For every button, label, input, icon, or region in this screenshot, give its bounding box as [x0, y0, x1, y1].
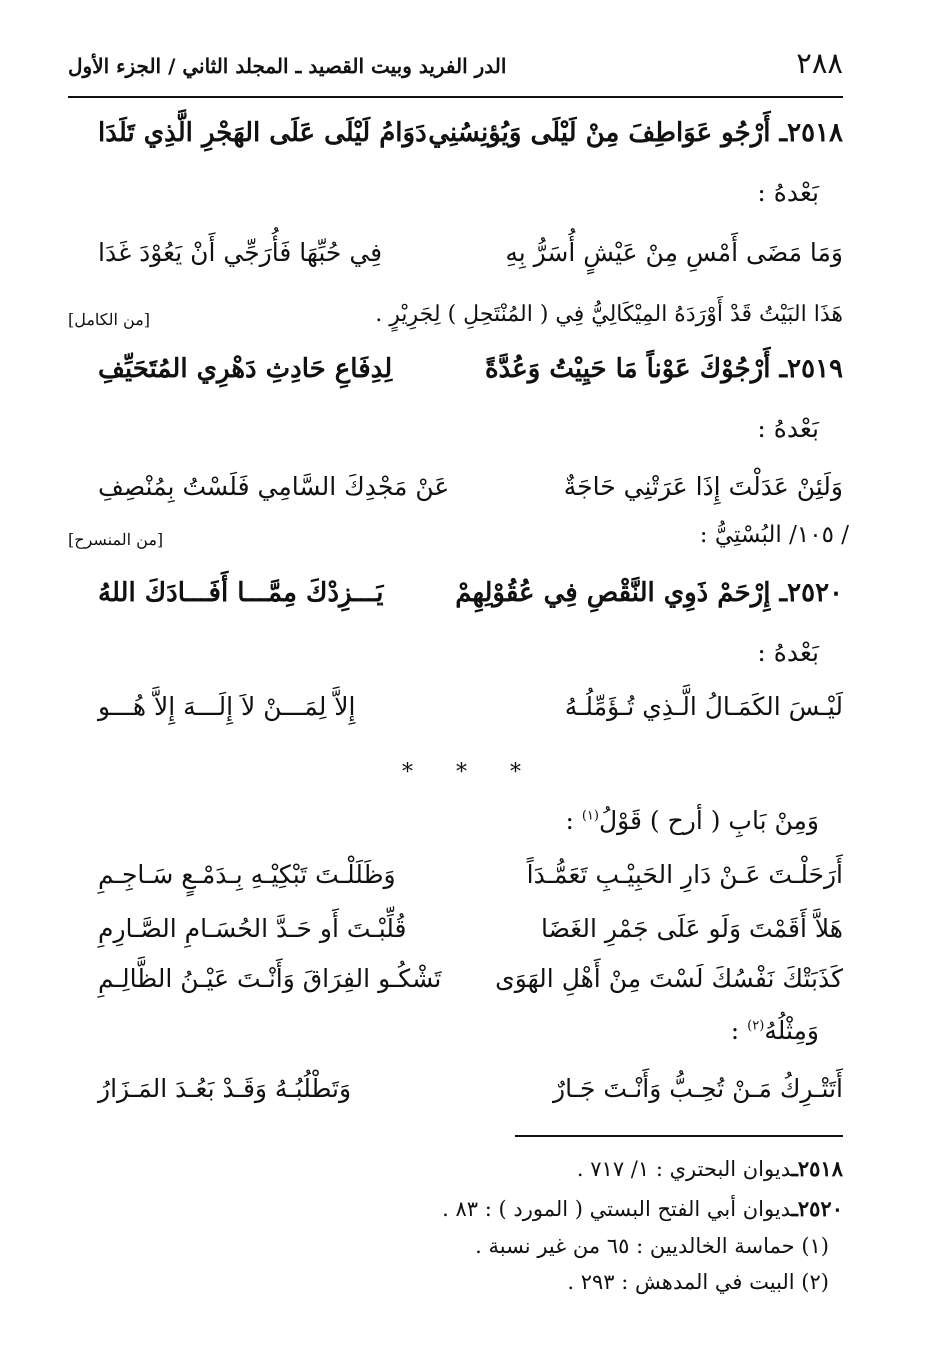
similar-intro: وَمِثْلُهُ$^{(٢)}$ :: [730, 1016, 819, 1045]
verse-second-hemistich: لِدِفَاعِ حَادِثِ دَهْرِي المُتَحَيِّفِ: [98, 354, 393, 384]
footnote-marker: (٢): [747, 1018, 765, 1034]
verse-number: ٢٥١٨ـ: [779, 118, 843, 148]
note-2518: هَذَا البَيْتُ قَدْ أَوْرَدَهُ المِيْكَالِيُّ فِي ( المُنْتَحِلِ ) لِجَرِيْرٍ .: [375, 302, 843, 327]
verse-first-hemistich: هَلاَّ أَقَمْتَ وَلَو عَلَى جَمْرِ الغَضَا: [541, 914, 843, 943]
page-number: ٢٨٨: [796, 46, 843, 80]
verse-first-hemistich: وَمَا مَضَى أَمْسِ مِنْ عَيْشٍ أُسَرُّ بِهِ: [505, 238, 843, 267]
running-title: الدر الفريد وبيت القصيد ـ المجلد الثاني / الجزء الأول: [68, 54, 507, 78]
verse-second-hemistich: قُلِّبْـتَ أَو حَـدَّ الحُسَـامِ الصَّـارِمِ: [98, 914, 407, 943]
footnote-2518: ٢٥١٨ـديوان البحتري : ١/ ٧١٧ .: [576, 1156, 843, 1181]
verse-first-hemistich: وَلَئِنْ عَدَلْتَ إِذَا عَرَتْنِي حَاجَةٌ: [563, 472, 843, 501]
page-header: [68, 42, 843, 86]
verse-second-hemistich: يَـــزِدْكَ مِمَّـــا أَفَـــادَكَ اللهُ: [98, 578, 384, 608]
verse-first-hemistich: لَيْـسَ الكَمَـالُ الَّـذِي تُـؤَمِّلُـهُ: [564, 692, 843, 721]
footnote-marker: (١): [581, 808, 599, 824]
verse-first-hemistich: أَرَحَلْـتَ عَـنْ دَارِ الحَبِيْـبِ تَعَمُّـدَاً: [526, 860, 843, 889]
section-separator: * * *: [402, 760, 539, 785]
verse-first-hemistich: أَتَتْـرِكُ مَـنْ تُحِـبُّ وَأَنْـتَ جَـارٌ: [553, 1074, 843, 1103]
after-label: بَعْدهُ :: [757, 414, 819, 443]
verse-second-hemistich: تَشْكُـو الفِرَاقَ وَأَنْـتَ عَيْـنُ الظَّالِـمِ: [98, 964, 442, 993]
footnote-2520: ٢٥٢٠ـديوان أبي الفتح البستي ( المورد ) : ٨٣ .: [442, 1196, 843, 1221]
verse-first-hemistich: ٢٥١٩ـ أَرْجُوْكَ عَوْناً مَا حَيِيْتُ وَعُدَّةً: [484, 354, 843, 384]
header-divider: [68, 96, 843, 98]
verse-second-hemistich: وَظَلَلْـتَ تَبْكِيْـهِ بِـدَمْـعٍ سَـاجِـمِ: [98, 860, 396, 889]
verse-second-hemistich: عَنْ مَجْدِكَ السَّامِي فَلَسْتُ بِمُنْصِفِ: [98, 472, 450, 501]
after-label: بَعْدهُ :: [757, 638, 819, 667]
verse-first-hemistich: ٢٥١٨ـ أَرْجُو عَوَاطِفَ مِنْ لَيْلَى وَيُؤنِسُنِي: [428, 118, 843, 148]
footnote-1: (١) حماسة الخالديين : ٦٥ من غير نسبة .: [475, 1234, 829, 1258]
footnote-divider: [515, 1135, 843, 1137]
meter-label: [من المنسرح]: [68, 530, 164, 549]
verse-second-hemistich: فِي حُبِّهَا فَأُرَجِّي أَنْ يَعُوْدَ غَدَا: [98, 238, 383, 267]
verse-number: ٢٥٢٠ـ: [779, 578, 843, 608]
verse-first-hemistich: كَذَبَتْكَ نَفْسُكَ لَسْتَ مِنْ أَهْلِ الهَوَى: [495, 964, 843, 993]
footnote-2: (٢) البيت في المدهش : ٢٩٣ .: [567, 1270, 829, 1294]
verse-first-hemistich: ٢٥٢٠ـ إِرْحَمْ ذَوِي النَّقْصِ فِي عُقُوْلِهِمْ: [455, 578, 843, 608]
note-2518-row: [68, 302, 843, 336]
section-intro: وَمِنْ بَابِ ( أرح ) قَوْلُ$^{(١)}$ :: [565, 806, 819, 835]
ref-2519-row: [68, 522, 849, 556]
verse-second-hemistich: إِلاَّ لِمَـــنْ لاَ إِلَـــهَ إِلاَّ هُـــو: [98, 692, 356, 721]
after-label: بَعْدهُ :: [757, 178, 819, 207]
meter-label: [من الكامل]: [68, 310, 151, 329]
poet-reference: / ١٠٥/ البُسْتِيُّ :: [699, 522, 849, 548]
verse-second-hemistich: دَوَامُ لَيْلَى عَلَى الهَجْرِ الَّذِي تَلَدَا: [98, 118, 427, 148]
verse-number: ٢٥١٩ـ: [779, 354, 843, 384]
verse-second-hemistich: وَتَطْلُبُـهُ وَقَـدْ بَعُـدَ المَـزَارُ: [98, 1074, 352, 1103]
